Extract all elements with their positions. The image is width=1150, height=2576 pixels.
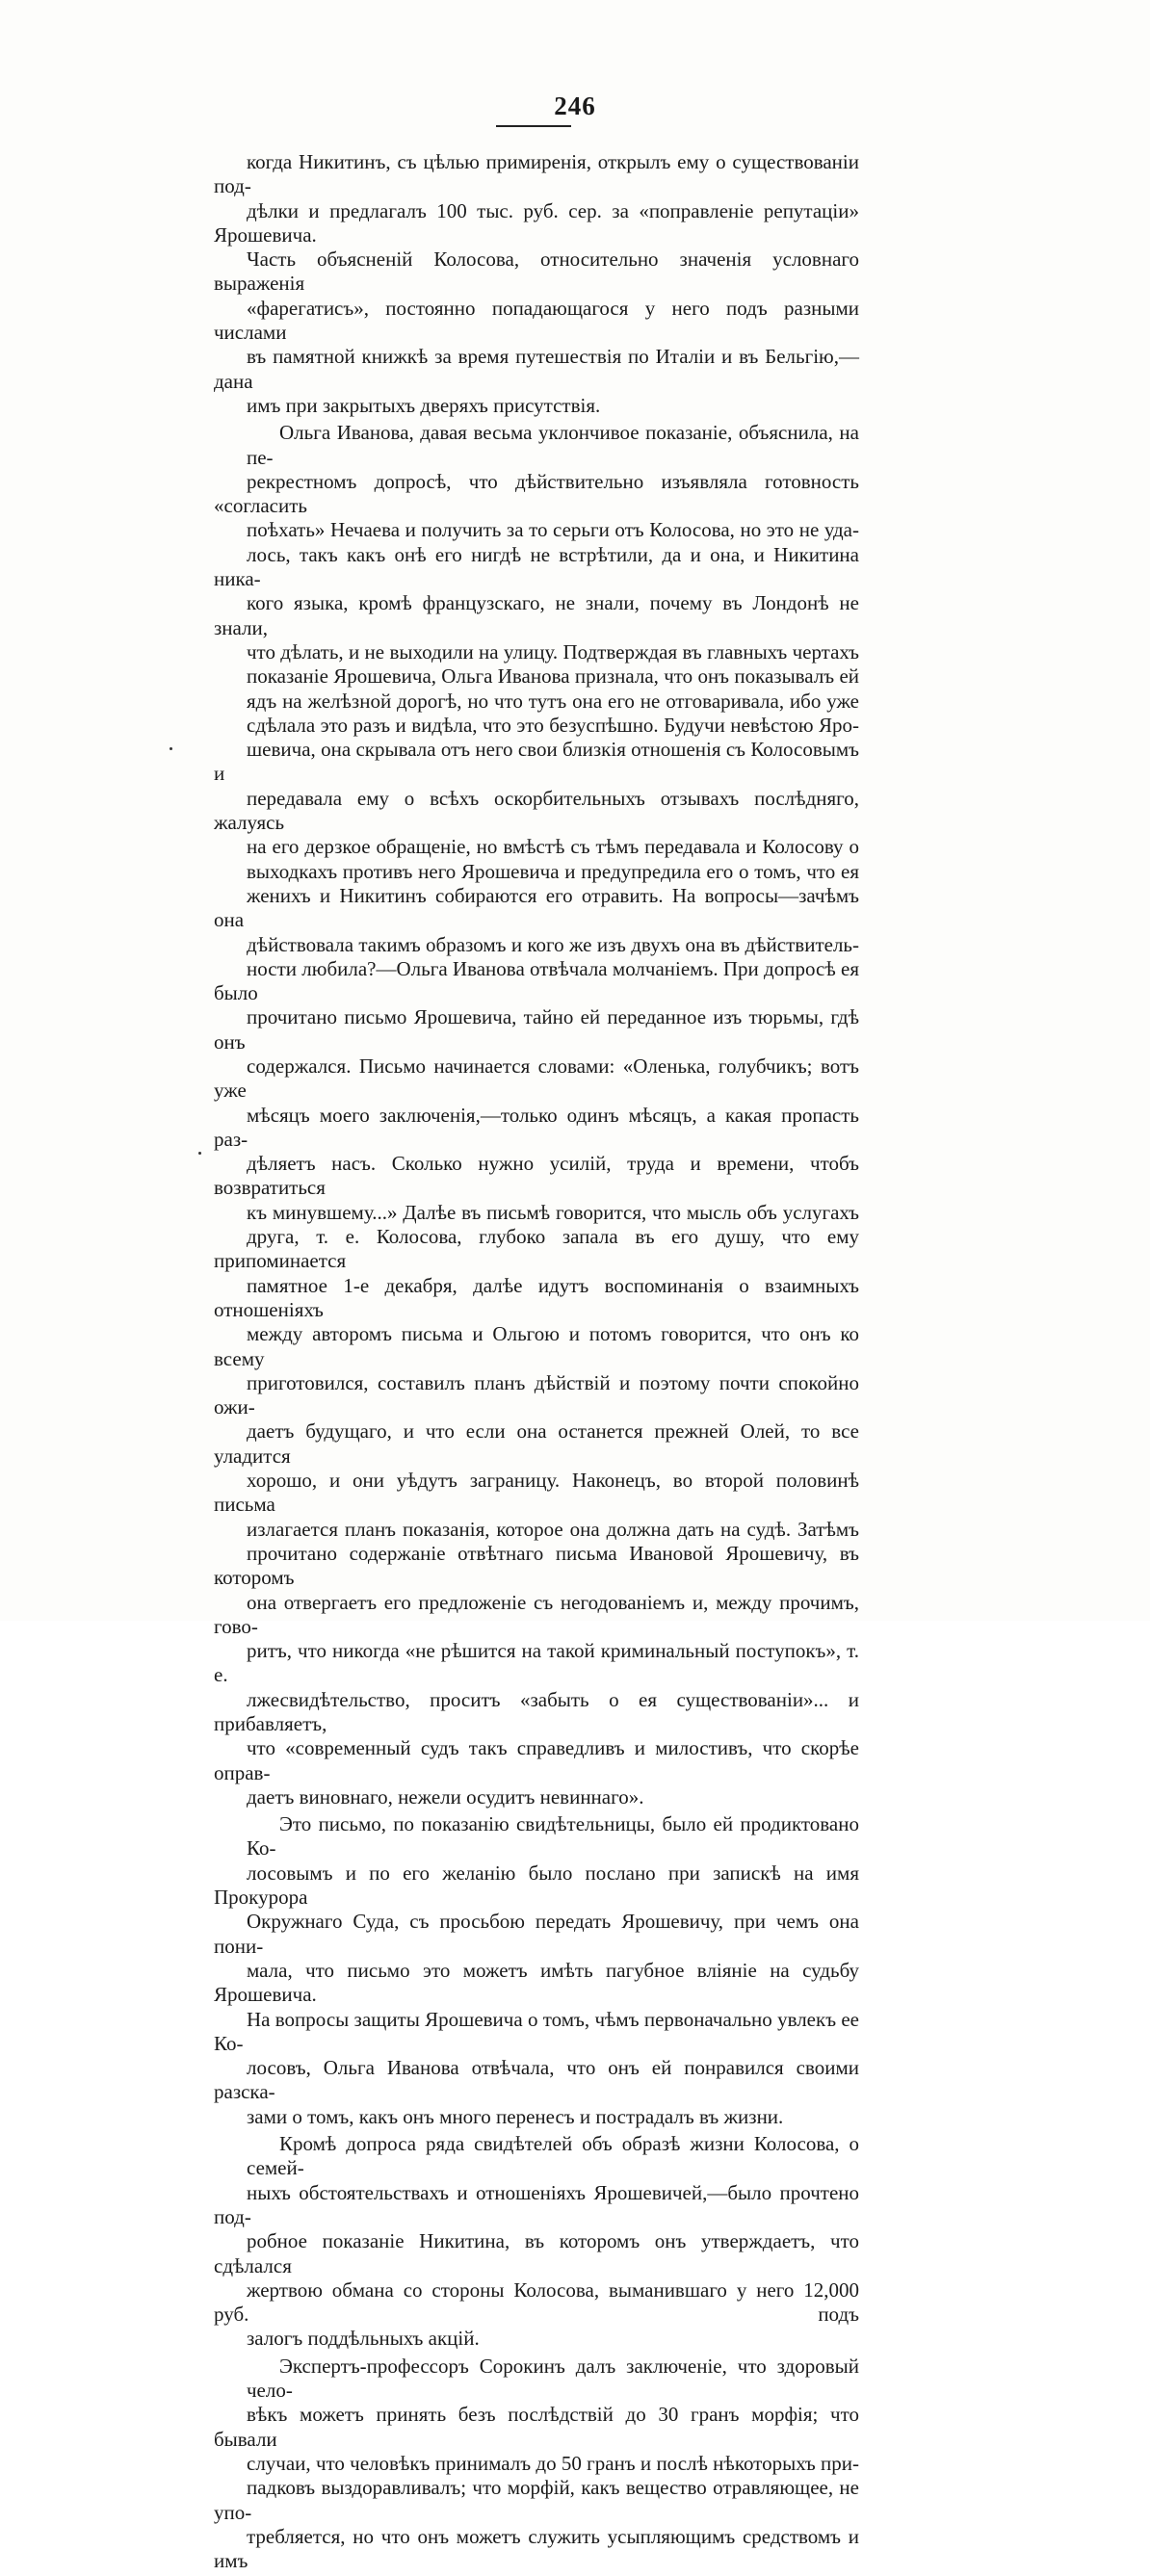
text-line: лжесвидѣтельство, проситъ «забыть о ея существованіи»... и прибавляетъ, — [214, 1687, 859, 1735]
text-line: что дѣлать, и не выходили на улицу. Подтверждая въ главныхъ чертахъ — [247, 639, 859, 664]
text-line: имъ при закрытыхъ дверяхъ присутствія. — [247, 393, 601, 417]
text-line: поѣхать» Нечаева и получить за то серьги отъ Колосова, но это не уда- — [247, 518, 859, 542]
text-line: шевича, она скрывала отъ него свои близкія отношенія съ Колосовымъ и — [214, 738, 859, 786]
text-line: даетъ виновнаго, нежели осудитъ невиннаго». — [247, 1784, 644, 1808]
text-line: что «современный судъ такъ справедливъ и милостивъ, что скорѣе оправ- — [214, 1736, 859, 1784]
text-line: сдѣлала это разъ и видѣла, что это безуспѣшно. Будучи невѣстою Яро- — [247, 713, 859, 737]
page-number-rule — [496, 125, 571, 127]
text-line: Это письмо, по показанію свидѣтельницы, было ей продиктовано Ко- — [247, 1812, 859, 1860]
text-line: Окружнаго Суда, съ просьбою передать Ярошевичу, при чемъ она пони- — [214, 1910, 859, 1958]
text-line: дѣляетъ насъ. Сколько нужно усилій, труда и времени, чтобъ возвратиться — [214, 1152, 859, 1200]
text-line: лосовъ, Ольга Иванова отвѣчала, что онъ ей понравился своими разска- — [214, 2056, 859, 2104]
text-line: робное показаніе Никитина, въ которомъ онъ утверждаетъ, что сдѣлался — [214, 2229, 859, 2277]
text-line: лосовымъ и по его желанію было послано при запискѣ на имя Прокурора — [214, 1860, 859, 1910]
text-line: мѣсяцъ моего заключенія,—только одинъ мѣсяцъ, а какая пропасть раз- — [214, 1103, 859, 1151]
text-line: ядъ на желѣзной дорогѣ, но что тутъ она его не отговаривала, ибо уже — [247, 689, 859, 713]
margin-mark — [198, 1152, 201, 1155]
margin-mark — [170, 747, 172, 750]
text-line: дѣйствовала такимъ образомъ и кого же изъ двухъ она въ дѣйствитель- — [247, 932, 859, 956]
text-line: «фарегатисъ», постоянно попадающагося у него подъ разными числами — [214, 296, 859, 345]
text-line: рекрестномъ допросѣ, что дѣйствительно изъявляла готовность «согласить — [214, 469, 859, 518]
text-line: ритъ, что никогда «не рѣшится на такой криминальный поступокъ», т. е. — [214, 1639, 859, 1687]
text-line: когда Никитинъ, съ цѣлью примиренія, открылъ ему о существованіи под- — [214, 150, 859, 198]
paragraph — [214, 150, 859, 418]
text-line: Часть объясненій Колосова, относительно значенія условнаго выраженія — [214, 247, 859, 296]
text-line: падковъ выздоравливалъ; что морфій, какъ вещество отравляющее, не упо- — [214, 2476, 859, 2524]
text-line: мала, что письмо это можетъ имѣть пагубное вліяніе на судьбу Ярошевича. — [214, 1958, 859, 2007]
text-line: между авторомъ письма и Ольгою и потомъ говорится, что онъ ко всему — [214, 1322, 859, 1370]
text-line: жертвою обмана со стороны Колосова, выманившаго у него 12,000 руб. подъ — [214, 2277, 859, 2327]
text-line: ности любила?—Ольга Иванова отвѣчала молчаніемъ. При допросѣ ея было — [214, 956, 859, 1005]
text-line: Кромѣ допроса ряда свидѣтелей объ образѣ жизни Колосова, о семей- — [247, 2132, 859, 2180]
page-number: 246 — [554, 91, 596, 120]
text-line: дѣлки и предлагалъ 100 тыс. руб. сер. за «поправленіе репутаціи» Ярошевича. — [214, 198, 859, 247]
text-line: Экспертъ-профессоръ Сорокинъ далъ заключеніе, что здоровый чело- — [247, 2354, 859, 2403]
text-line: требляется, но что онъ можетъ служить усыпляющимъ средствомъ и имъ — [214, 2524, 859, 2573]
text-line: лось, такъ какъ онѣ его нигдѣ не встрѣтили, да и она, и Никитина ника- — [214, 542, 859, 591]
text-line: прочитано содержаніе отвѣтнаго письма Ивановой Ярошевичу, въ которомъ — [214, 1541, 859, 1590]
body-text — [214, 150, 859, 2576]
text-line: случаи, что человѣкъ принималъ до 50 гранъ и послѣ нѣкоторыхъ при- — [247, 2451, 859, 2475]
text-line: залогъ поддѣльныхъ акцій. — [247, 2327, 480, 2351]
text-line: На вопросы защиты Ярошевича о томъ, чѣмъ первоначально увлекъ ее Ко- — [214, 2007, 859, 2055]
text-line: выходкахъ противъ него Ярошевича и предупредила его о томъ, что ея — [247, 859, 859, 883]
text-line: хорошо, и они уѣдутъ заграницу. Наконецъ, во второй половинѣ письма — [214, 1469, 859, 1517]
text-line: кого языка, кромѣ французскаго, не знали, почему въ Лондонѣ не знали, — [214, 591, 859, 639]
paragraph — [214, 1812, 859, 2129]
text-line: показаніе Ярошевича, Ольга Иванова признала, что онъ показывалъ ей — [247, 664, 859, 689]
text-line: женихъ и Никитинъ собираются его отравить. На вопросы—зачѣмъ она — [214, 883, 859, 932]
text-line: прочитано письмо Ярошевича, тайно ей переданное изъ тюрьмы, гдѣ онъ — [214, 1005, 859, 1054]
text-line: на его дерзкое обращеніе, но вмѣстѣ съ тѣмъ передавала и Колосову о — [247, 835, 859, 859]
text-line: въ памятной книжкѣ за время путешествія по Италіи и въ Бельгію,—дана — [214, 345, 859, 393]
text-line: Ольга Иванова, давая весьма уклончивое показаніе, объяснила, на пе- — [247, 421, 859, 469]
text-line: она отвергаетъ его предложеніе съ негодованіемъ и, между прочимъ, гово- — [214, 1590, 859, 1638]
text-line: приготовился, составилъ планъ дѣйствій и поэтому почти спокойно ожи- — [214, 1370, 859, 1419]
text-line: содержался. Письмо начинается словами: «Оленька, голубчикъ; вотъ уже — [214, 1054, 859, 1103]
text-line: вѣкъ можетъ принять безъ послѣдствій до 30 гранъ морфія; что бывали — [214, 2403, 859, 2451]
paragraph — [214, 2355, 859, 2574]
text-line: ныхъ обстоятельствахъ и отношеніяхъ Ярошевичей,—было прочтено под- — [214, 2180, 859, 2228]
text-line: къ минувшему...» Далѣе въ письмѣ говорится, что мысль объ услугахъ — [247, 1200, 859, 1224]
paragraph — [214, 421, 859, 1809]
text-line: передавала ему о всѣхъ оскорбительныхъ отзывахъ послѣдняго, жалуясь — [214, 786, 859, 835]
text-line: зами о томъ, какъ онъ много перенесъ и пострадалъ въ жизни. — [247, 2104, 784, 2128]
text-line: памятное 1-е декабря, далѣе идутъ воспоминанія о взаимныхъ отношеніяхъ — [214, 1273, 859, 1321]
text-line: излагается планъ показанія, которое она должна дать на судѣ. Затѣмъ — [247, 1517, 859, 1541]
text-line: друга, т. е. Колосова, глубоко запала въ его душу, что ему припоминается — [214, 1225, 859, 1273]
paragraph — [214, 2132, 859, 2352]
text-line: даетъ будущаго, и что если она останется прежней Олей, то все уладится — [214, 1419, 859, 1468]
